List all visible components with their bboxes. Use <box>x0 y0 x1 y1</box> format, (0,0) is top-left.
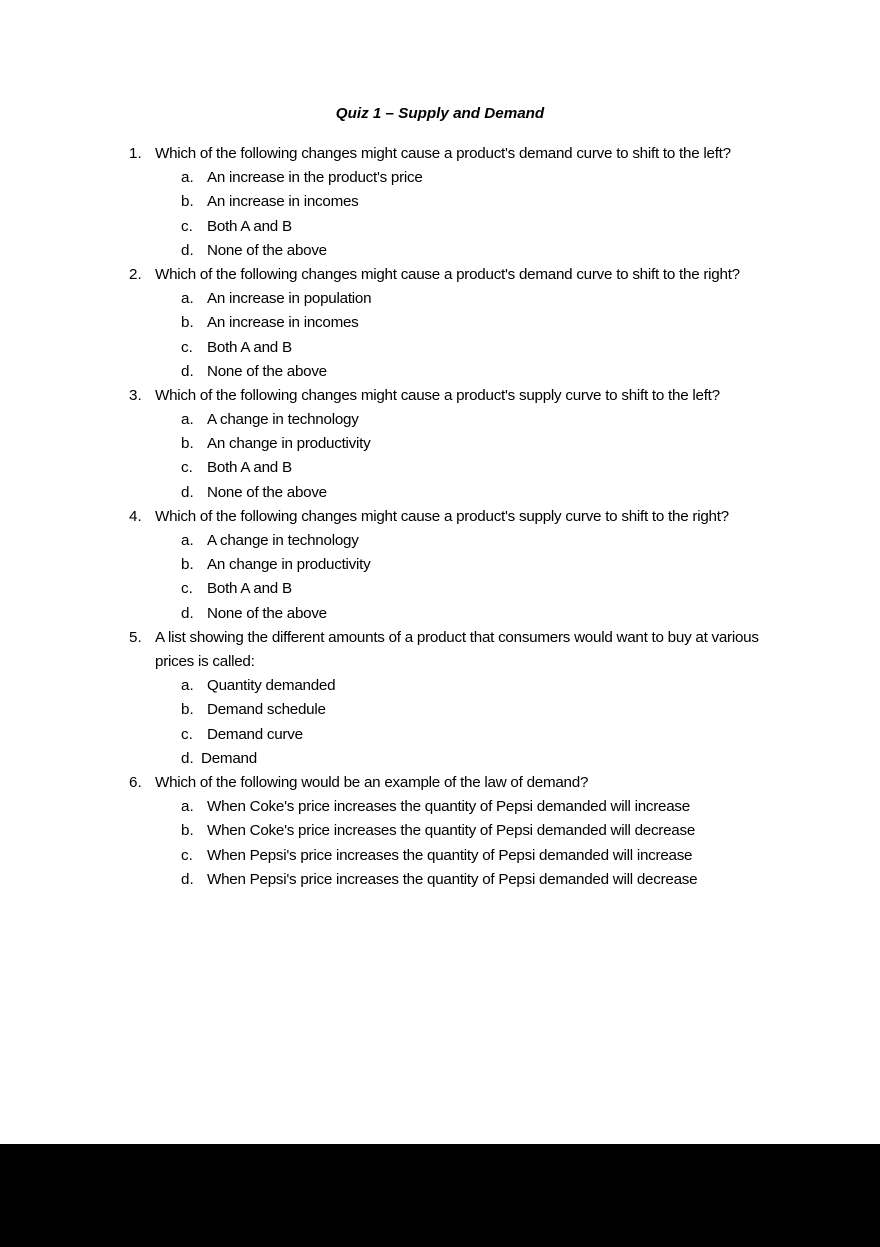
answer-option-d <box>0 239 880 263</box>
option-text: Demand <box>201 749 257 767</box>
answer-option-a <box>0 166 880 190</box>
question-number: 3. <box>129 386 142 404</box>
answer-option-d <box>0 360 880 384</box>
option-text: Both A and B <box>207 580 292 598</box>
answer-option-c <box>0 723 880 747</box>
option-letter: b. <box>181 701 194 719</box>
option-text: A change in technology <box>207 411 359 429</box>
option-letter: c. <box>181 725 193 743</box>
answer-option-c <box>0 456 880 480</box>
option-letter: a. <box>181 290 194 308</box>
question-3 <box>0 384 880 505</box>
bottom-black-band <box>0 1144 880 1247</box>
question-text: Which of the following would be an example of the law of demand? <box>155 773 589 791</box>
question-text: A list showing the different amounts of a product that consumers would want to buy at various prices is called: <box>155 628 759 671</box>
option-letter: b. <box>181 193 194 211</box>
option-letter: c. <box>181 338 193 356</box>
answer-option-a <box>0 408 880 432</box>
question-text: Which of the following changes might cause a product's demand curve to shift to the right? <box>155 265 740 283</box>
quiz-question-list <box>0 142 880 892</box>
question-number: 4. <box>129 507 142 525</box>
option-text: None of the above <box>207 483 327 501</box>
answer-option-b <box>0 432 880 456</box>
option-text: None of the above <box>207 241 327 259</box>
answer-option-b <box>0 819 880 843</box>
option-letter: b. <box>181 556 194 574</box>
question-number: 5. <box>129 628 142 646</box>
answer-option-c <box>0 215 880 239</box>
answer-option-d <box>0 602 880 626</box>
option-text: Quantity demanded <box>207 677 336 695</box>
option-text: Both A and B <box>207 459 292 477</box>
option-letter: d. <box>181 362 194 380</box>
answer-option-b <box>0 698 880 722</box>
question-6 <box>0 771 880 892</box>
option-letter: d. <box>181 870 194 888</box>
question-text: Which of the following changes might cause a product's demand curve to shift to the left? <box>155 145 731 162</box>
option-text: When Pepsi's price increases the quantity of Pepsi demanded will decrease <box>207 870 698 888</box>
option-letter: d. <box>181 749 194 767</box>
option-text: Demand schedule <box>207 701 326 719</box>
answer-option-a <box>0 674 880 698</box>
option-text: Both A and B <box>207 217 292 235</box>
option-letter: b. <box>181 822 194 840</box>
answer-option-a <box>0 529 880 553</box>
option-letter: b. <box>181 435 194 453</box>
option-text: A change in technology <box>207 532 359 550</box>
option-letter: a. <box>181 411 194 429</box>
option-letter: a. <box>181 169 194 187</box>
answer-option-c <box>0 844 880 868</box>
option-letter: c. <box>181 459 193 477</box>
option-text: None of the above <box>207 362 327 380</box>
option-text: An increase in population <box>207 290 372 308</box>
question-2 <box>0 263 880 384</box>
question-5 <box>0 626 880 771</box>
answer-option-a <box>0 287 880 311</box>
answer-option-b <box>0 553 880 577</box>
option-letter: c. <box>181 846 193 864</box>
question-number: 6. <box>129 773 142 791</box>
question-text: Which of the following changes might cause a product's supply curve to shift to the left? <box>155 386 720 404</box>
option-letter: a. <box>181 677 194 695</box>
option-text: An increase in incomes <box>207 314 359 332</box>
answer-option-d <box>0 481 880 505</box>
option-letter: d. <box>181 483 194 501</box>
option-letter: c. <box>181 580 193 598</box>
option-text: When Coke's price increases the quantity of Pepsi demanded will decrease <box>207 822 696 840</box>
answer-option-c <box>0 577 880 601</box>
option-text: An increase in the product's price <box>207 169 423 187</box>
option-text: When Pepsi's price increases the quantity of Pepsi demanded will increase <box>207 846 693 864</box>
page-title: Quiz 1 – Supply and Demand <box>335 105 545 122</box>
option-letter: b. <box>181 314 194 332</box>
answer-option-d <box>0 868 880 892</box>
option-text: An change in productivity <box>207 556 371 574</box>
option-letter: a. <box>181 532 194 550</box>
option-letter: d. <box>181 604 194 622</box>
option-letter: d. <box>181 241 194 259</box>
question-4 <box>0 505 880 626</box>
option-text: Demand curve <box>207 725 303 743</box>
answer-option-c <box>0 336 880 360</box>
question-number: 1. <box>129 145 142 162</box>
answer-option-b <box>0 311 880 335</box>
answer-option-b <box>0 190 880 214</box>
question-1 <box>0 142 880 263</box>
answer-option-a <box>0 795 880 819</box>
option-letter: a. <box>181 798 194 816</box>
option-text: Both A and B <box>207 338 292 356</box>
question-text: Which of the following changes might cause a product's supply curve to shift to the right? <box>155 507 729 525</box>
answer-option-d <box>0 747 880 771</box>
option-text: An increase in incomes <box>207 193 359 211</box>
option-letter: c. <box>181 217 193 235</box>
option-text: An change in productivity <box>207 435 371 453</box>
question-number: 2. <box>129 265 142 283</box>
option-text: When Coke's price increases the quantity of Pepsi demanded will increase <box>207 798 690 816</box>
option-text: None of the above <box>207 604 327 622</box>
